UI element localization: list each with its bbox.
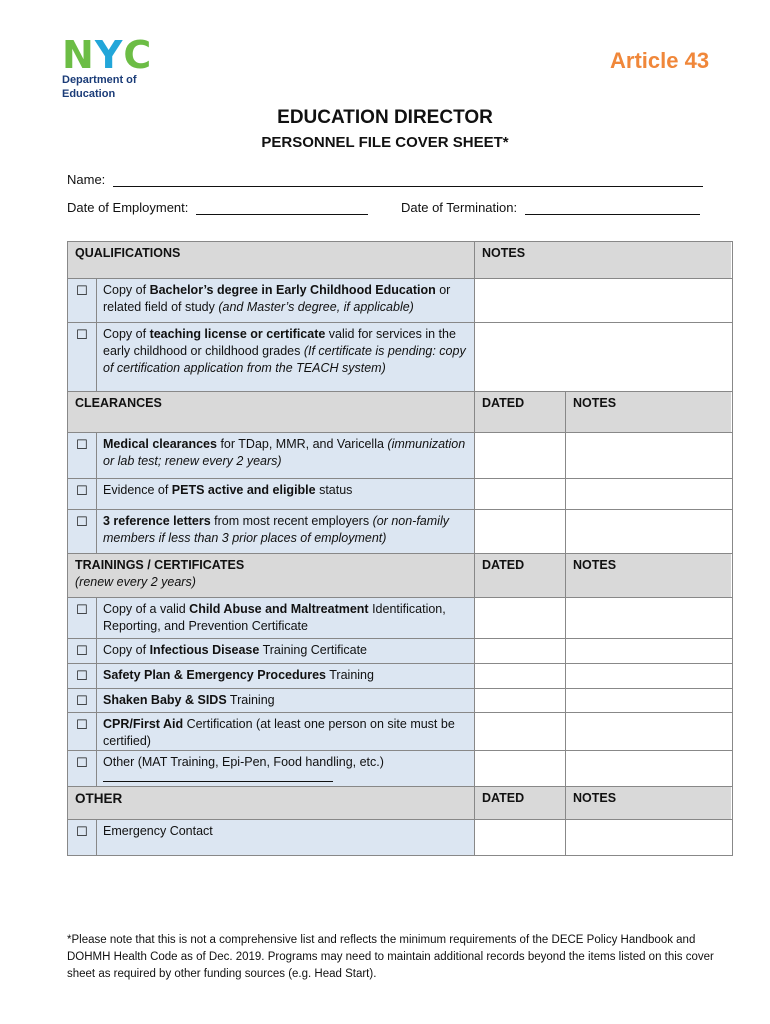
trainings-header-subtitle: (renew every 2 years) xyxy=(75,575,196,589)
other-training-blank[interactable] xyxy=(103,771,333,782)
notes-cell[interactable] xyxy=(566,639,731,663)
logo-letters xyxy=(62,33,162,77)
clearances-dated-header: DATED xyxy=(475,392,566,432)
dated-cell[interactable] xyxy=(475,664,566,688)
logo-text-line1: Department of xyxy=(62,74,137,86)
item-text xyxy=(97,598,475,638)
item-text-bold: teaching license or certificate xyxy=(149,327,326,341)
notes-cell[interactable] xyxy=(566,713,731,750)
page-subtitle: PERSONNEL FILE COVER SHEET* xyxy=(261,134,509,151)
notes-cell[interactable] xyxy=(566,664,731,688)
table-row xyxy=(68,433,732,479)
dated-cell[interactable] xyxy=(475,820,566,855)
table-row xyxy=(68,598,732,639)
table-row xyxy=(68,510,732,554)
employment-date-label: Date of Employment: xyxy=(67,200,189,215)
notes-cell[interactable] xyxy=(566,479,731,509)
termination-date-label: Date of Termination: xyxy=(401,200,518,215)
table-row xyxy=(68,751,732,787)
notes-cell[interactable] xyxy=(566,510,731,553)
notes-cell[interactable] xyxy=(566,433,731,478)
checkbox[interactable]: ☐ xyxy=(68,433,97,478)
name-field[interactable] xyxy=(67,172,703,187)
notes-cell[interactable] xyxy=(475,323,731,391)
item-text-post: Training Certificate xyxy=(259,643,368,657)
name-label: Name: xyxy=(67,172,106,187)
item-text-bold: Bachelor’s degree in Early Childhood Education xyxy=(149,283,436,297)
item-text-post: Training xyxy=(326,668,374,682)
dated-cell[interactable] xyxy=(475,510,566,553)
notes-cell[interactable] xyxy=(566,689,731,712)
notes-cell[interactable] xyxy=(566,820,731,855)
item-text-post: from most recent employers xyxy=(210,514,373,528)
checkbox[interactable]: ☐ xyxy=(68,323,97,391)
checkbox[interactable]: ☐ xyxy=(68,751,97,786)
item-text-post: for TDap, MMR, and Varicella xyxy=(216,437,388,451)
table-row xyxy=(68,479,732,510)
item-text-italic: (and Master’s degree, if applicable) xyxy=(218,300,414,314)
item-text-italic: (or non-family members if less than 3 prior places of employment) xyxy=(103,514,449,545)
checkbox[interactable]: ☐ xyxy=(68,510,97,553)
item-text-post: valid for services in the early childhood or childhood grades xyxy=(103,327,456,358)
table-row xyxy=(68,664,732,689)
employment-date-blank[interactable] xyxy=(196,202,368,215)
checkbox[interactable]: ☐ xyxy=(68,598,97,638)
item-text xyxy=(97,433,475,478)
section-header-trainings xyxy=(68,554,732,598)
name-blank[interactable] xyxy=(113,174,703,187)
logo-letter-n: N xyxy=(62,33,93,77)
item-text-italic: (immunization or lab test; renew every 2 years) xyxy=(103,437,466,468)
other-dated-header: DATED xyxy=(475,787,566,819)
logo-text-line2: Education xyxy=(62,88,116,100)
checkbox[interactable]: ☐ xyxy=(68,820,97,855)
checkbox[interactable]: ☐ xyxy=(68,639,97,663)
item-text-pre: Copy of xyxy=(103,283,150,297)
termination-date-blank[interactable] xyxy=(525,202,700,215)
trainings-header-title: TRAININGS / CERTIFICATES xyxy=(75,558,245,572)
logo-letter-c: C xyxy=(123,33,151,77)
dated-cell[interactable] xyxy=(475,479,566,509)
footnote: *Please note that this is not a comprehensive list and reflects the minimum requirements of the DECE Policy Handbook and DOHMH Health Code as of Dec. 2019. Programs may need to maintain additional records beyond the items listed on this cover sheet as required by other funding sources (e.g. Head Start). xyxy=(67,934,714,980)
item-text-bold: PETS active and eligible xyxy=(171,483,316,497)
clearances-notes-header: NOTES xyxy=(566,392,731,432)
item-text-post: Training xyxy=(226,693,275,707)
checkbox[interactable]: ☐ xyxy=(68,689,97,712)
item-text xyxy=(97,279,475,322)
table-row xyxy=(68,323,732,392)
article-label: Article 43 xyxy=(610,48,710,73)
logo-letter-y: Y xyxy=(94,33,122,77)
item-text-pre: Copy of a valid xyxy=(103,602,190,616)
checkbox[interactable]: ☐ xyxy=(68,713,97,750)
table-row xyxy=(68,713,732,751)
page-title: EDUCATION DIRECTOR xyxy=(277,107,493,128)
other-notes-header: NOTES xyxy=(566,787,731,819)
table-row xyxy=(68,279,732,323)
item-text-italic: (If certificate is pending: copy of certification application from the TEACH system) xyxy=(103,344,466,375)
checkbox[interactable]: ☐ xyxy=(68,279,97,322)
notes-cell[interactable] xyxy=(475,279,731,322)
notes-cell[interactable] xyxy=(566,598,731,638)
item-text-pre: Copy of xyxy=(103,327,150,341)
item-text-post: Certification (at least one person on site must be certified) xyxy=(103,717,455,748)
item-text-pre: Emergency Contact xyxy=(103,824,213,838)
item-text-bold: Child Abuse and Maltreatment xyxy=(189,602,369,616)
trainings-notes-header: NOTES xyxy=(566,554,731,597)
item-text-pre: Copy of xyxy=(103,643,150,657)
other-header: OTHER xyxy=(68,787,475,819)
section-header-qualifications xyxy=(68,242,732,279)
item-text-bold: Medical clearances xyxy=(103,437,217,451)
checkbox[interactable]: ☐ xyxy=(68,664,97,688)
item-text xyxy=(97,713,475,750)
dated-cell[interactable] xyxy=(475,713,566,750)
checkbox[interactable]: ☐ xyxy=(68,479,97,509)
table-row xyxy=(68,689,732,713)
item-text-bold: 3 reference letters xyxy=(103,514,211,528)
trainings-dated-header: DATED xyxy=(475,554,566,597)
notes-cell[interactable] xyxy=(566,751,731,786)
table-row xyxy=(68,639,732,664)
item-text-pre: Evidence of xyxy=(103,483,172,497)
dated-cell[interactable] xyxy=(475,433,566,478)
item-text xyxy=(97,479,475,509)
section-header-other xyxy=(68,787,732,820)
termination-date-field[interactable] xyxy=(401,200,700,215)
dated-cell[interactable] xyxy=(475,598,566,638)
employment-date-field[interactable] xyxy=(67,200,368,215)
qualifications-notes-header: NOTES xyxy=(475,242,731,278)
item-text-post: status xyxy=(315,483,353,497)
item-text-bold: Safety Plan & Emergency Procedures xyxy=(103,668,327,682)
qualifications-header: QUALIFICATIONS xyxy=(68,242,475,278)
item-text-bold: Shaken Baby & SIDS xyxy=(103,693,227,707)
dated-cell[interactable] xyxy=(475,689,566,712)
dated-cell[interactable] xyxy=(475,639,566,663)
item-text-post: or related field of study xyxy=(103,283,451,314)
item-text-bold: CPR/First Aid xyxy=(103,717,184,731)
item-text-pre: Other (MAT Training, Epi-Pen, Food handling, etc.) xyxy=(103,755,384,769)
item-text xyxy=(97,510,475,553)
checklist-table xyxy=(67,241,733,856)
item-text-post: Identification, Reporting, and Prevention Certificate xyxy=(103,602,446,633)
section-header-clearances xyxy=(68,392,732,433)
trainings-header xyxy=(68,554,475,597)
dated-cell[interactable] xyxy=(475,751,566,786)
item-text xyxy=(97,664,475,688)
item-text xyxy=(97,323,475,391)
item-text xyxy=(97,751,475,786)
item-text xyxy=(97,820,475,855)
item-text xyxy=(97,639,475,663)
item-text xyxy=(97,689,475,712)
clearances-header: CLEARANCES xyxy=(68,392,475,432)
nyc-doe-logo xyxy=(62,33,162,100)
table-row xyxy=(68,820,732,855)
item-text-bold: Infectious Disease xyxy=(149,643,260,657)
